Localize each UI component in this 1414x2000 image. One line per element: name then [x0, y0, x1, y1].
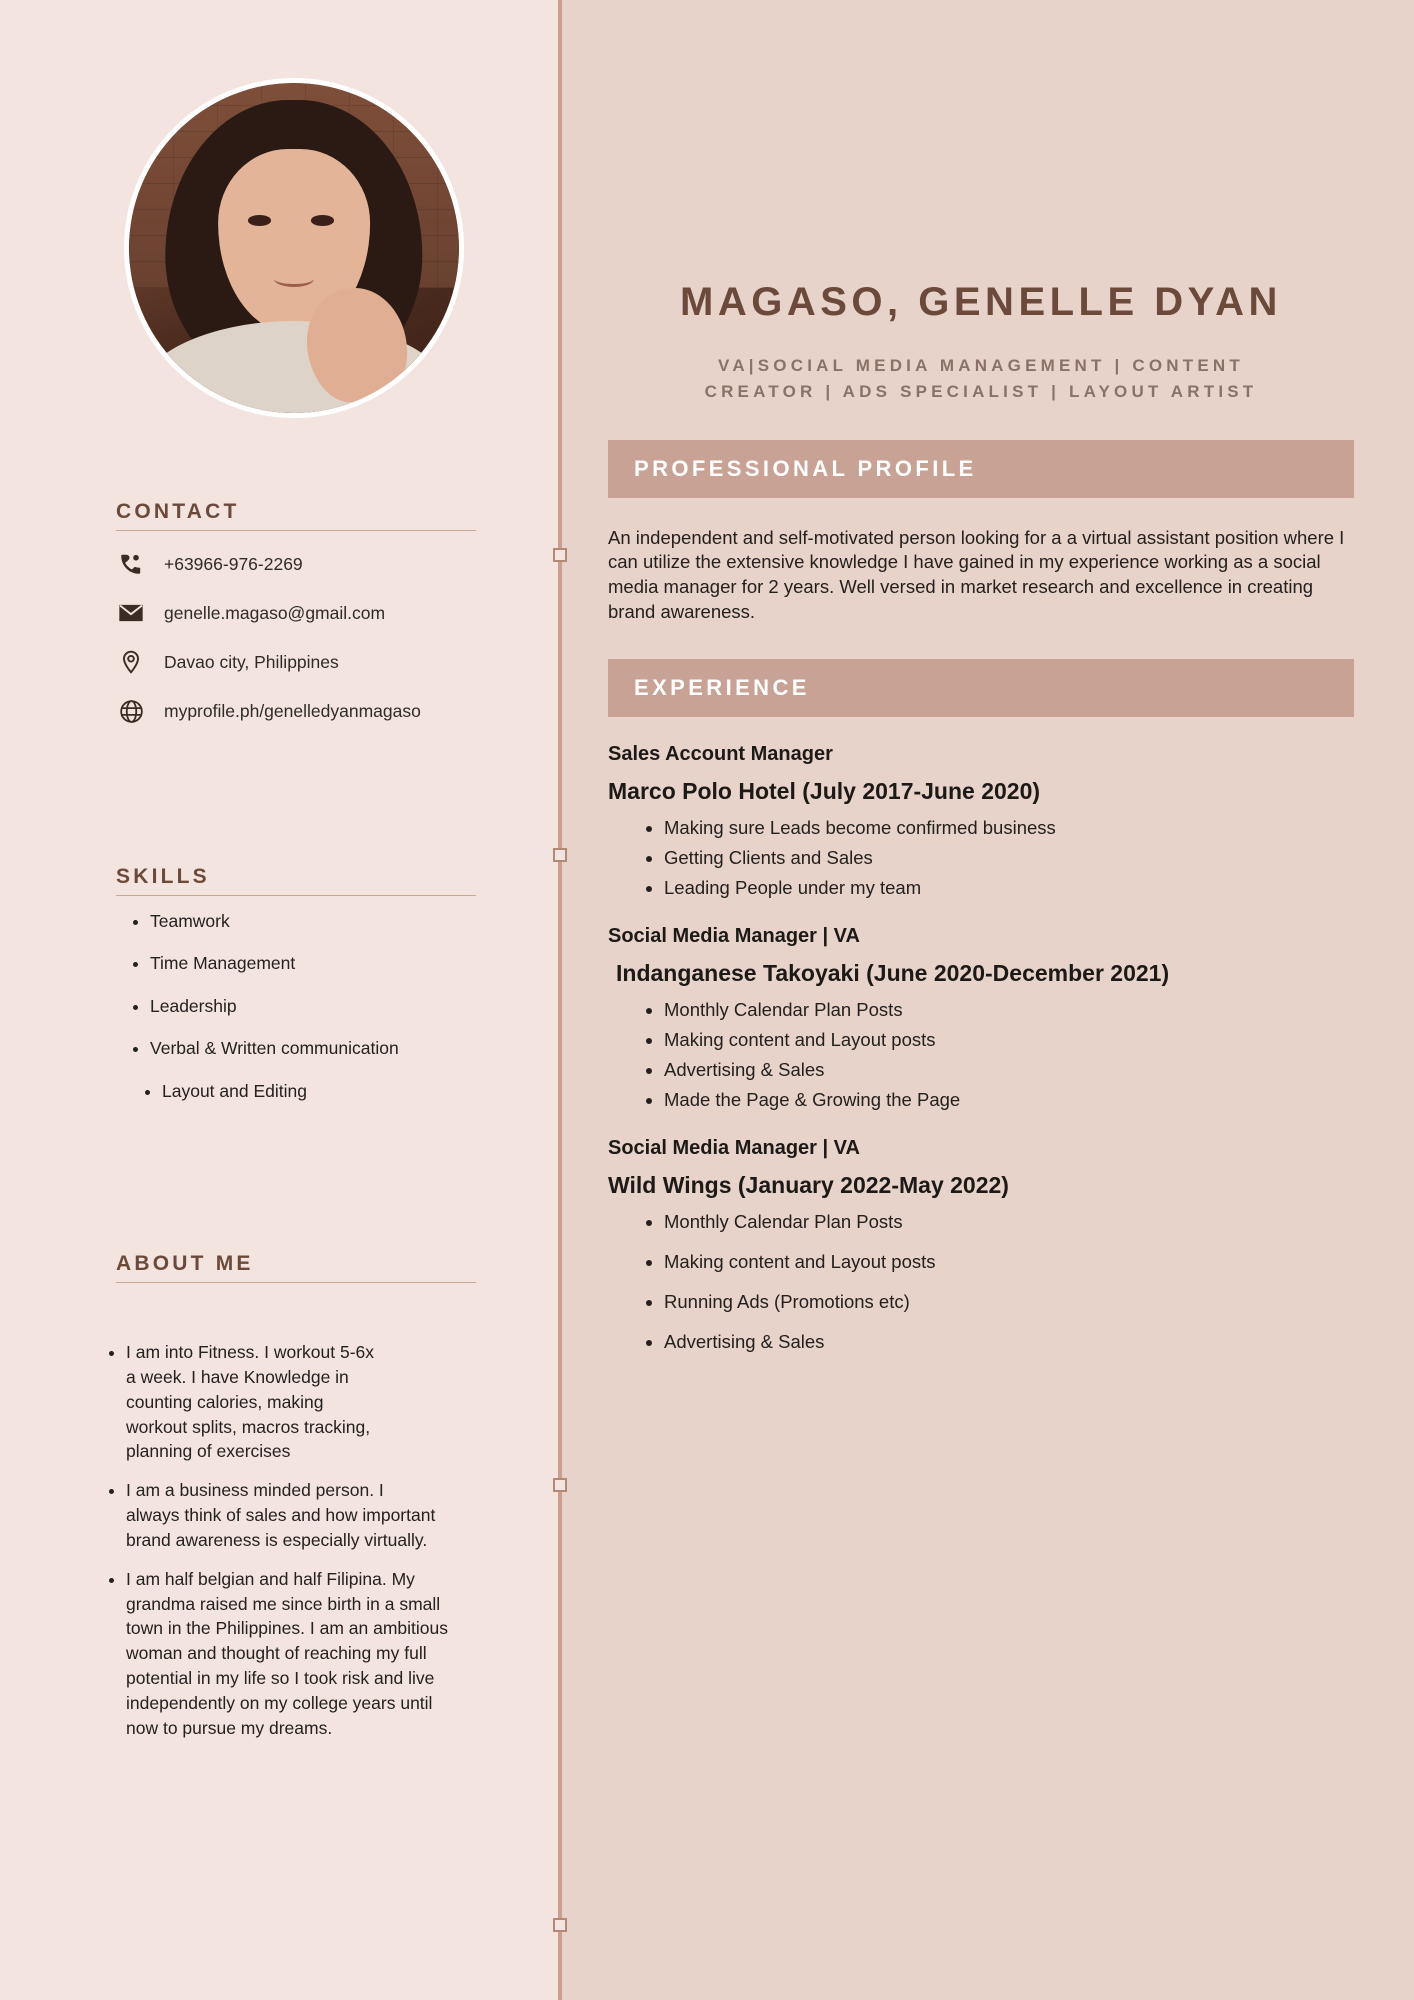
- list-item: • Leading People under my team: [664, 877, 1354, 899]
- experience-entry: [608, 925, 1354, 1111]
- job-title: Social Media Manager | VA: [608, 1136, 860, 1159]
- divider: [116, 1282, 476, 1283]
- list-item: • Making content and Layout posts: [664, 1029, 1354, 1051]
- contact-website-text: myprofile.ph/genelledyanmagaso: [164, 700, 421, 721]
- skills-section: [116, 865, 476, 1122]
- skills-heading: SKILLS: [116, 865, 210, 888]
- divider: [116, 895, 476, 896]
- list-item: • I am half belgian and half Filipina. My grandma raised me since birth in a small town in the Philippines. I am an ambitious woman and thought of reaching my full potential in my life so I took risk and live independently on my college years until now to pursue my dreams.: [126, 1567, 456, 1741]
- main-content: [560, 0, 1414, 2000]
- list-item: • Making sure Leads become confirmed business: [664, 817, 1354, 839]
- list-item: • I am into Fitness. I workout 5-6x a week. I have Knowledge in counting calories, making workout splits, macros tracking, planning of exercises: [126, 1340, 376, 1464]
- email-icon: [116, 598, 146, 628]
- job-organization: Wild Wings (January 2022-May 2022): [608, 1171, 1009, 1198]
- list-item: • Advertising & Sales: [664, 1059, 1354, 1081]
- list-item: • I am a business minded person. I always think of sales and how important brand awareness is especially virtually.: [126, 1478, 436, 1553]
- job-duties: [608, 999, 1354, 1111]
- about-section: [116, 1252, 476, 1297]
- list-item: • Made the Page & Growing the Page: [664, 1089, 1354, 1111]
- list-item: • Monthly Calendar Plan Posts: [664, 1211, 1354, 1233]
- list-item: • Advertising & Sales: [664, 1331, 1354, 1353]
- divider: [116, 530, 476, 531]
- job-duties: [608, 817, 1354, 899]
- about-list: [92, 1340, 484, 1741]
- job-title: Sales Account Manager: [608, 742, 833, 765]
- experience-entry: [608, 743, 1354, 899]
- location-icon: [116, 647, 146, 677]
- list-item: • Monthly Calendar Plan Posts: [664, 999, 1354, 1021]
- job-duties: [608, 1211, 1354, 1353]
- contact-location[interactable]: [116, 647, 476, 677]
- about-heading: ABOUT ME: [116, 1252, 254, 1275]
- professional-profile-text: An independent and self-motivated person looking for a a virtual assistant position where I can utilize the extensive knowledge I have gained in my experience working as a social media manager for 2 years. Well versed in market research and excellence in creating brand awareness.: [608, 526, 1345, 623]
- professional-profile-band: PROFESSIONAL PROFILE: [608, 440, 1354, 498]
- list-item: • Teamwork: [150, 910, 476, 932]
- list-item: • Time Management: [150, 952, 476, 974]
- job-organization: Indanganese Takoyaki (June 2020-December 2021): [616, 959, 1170, 986]
- page-title: MAGASO, GENELLE DYAN: [680, 280, 1282, 324]
- contact-heading: CONTACT: [116, 500, 240, 523]
- sidebar: [0, 0, 560, 2000]
- experience-band: EXPERIENCE: [608, 659, 1354, 717]
- list-item: • Layout and Editing: [162, 1080, 476, 1102]
- contact-phone[interactable]: [116, 549, 476, 579]
- contact-location-text: Davao city, Philippines: [164, 651, 339, 672]
- globe-icon: [116, 696, 146, 726]
- job-title: Social Media Manager | VA: [608, 924, 860, 947]
- list-item: • Getting Clients and Sales: [664, 847, 1354, 869]
- contact-email-text: genelle.magaso@gmail.com: [164, 602, 386, 623]
- list-item: • Leadership: [150, 995, 476, 1017]
- contact-email[interactable]: [116, 598, 476, 628]
- experience-entry: [608, 1137, 1354, 1353]
- list-item: • Running Ads (Promotions etc): [664, 1291, 1354, 1313]
- list-item: • Verbal & Written communication: [150, 1037, 476, 1059]
- job-organization: Marco Polo Hotel (July 2017-June 2020): [608, 777, 1041, 804]
- skills-list: [116, 910, 476, 1102]
- phone-icon: [116, 549, 146, 579]
- avatar-image: [129, 83, 459, 413]
- contact-phone-text: +63966-976-2269: [164, 553, 303, 574]
- list-item: • Making content and Layout posts: [664, 1251, 1354, 1273]
- page-subtitle: VA|SOCIAL MEDIA MANAGEMENT | CONTENT CREATOR | ADS SPECIALIST | LAYOUT ARTIST: [704, 356, 1258, 402]
- contact-website[interactable]: [116, 696, 476, 726]
- contact-section: [116, 500, 476, 745]
- about-body: [92, 1340, 484, 1755]
- avatar: [124, 78, 464, 418]
